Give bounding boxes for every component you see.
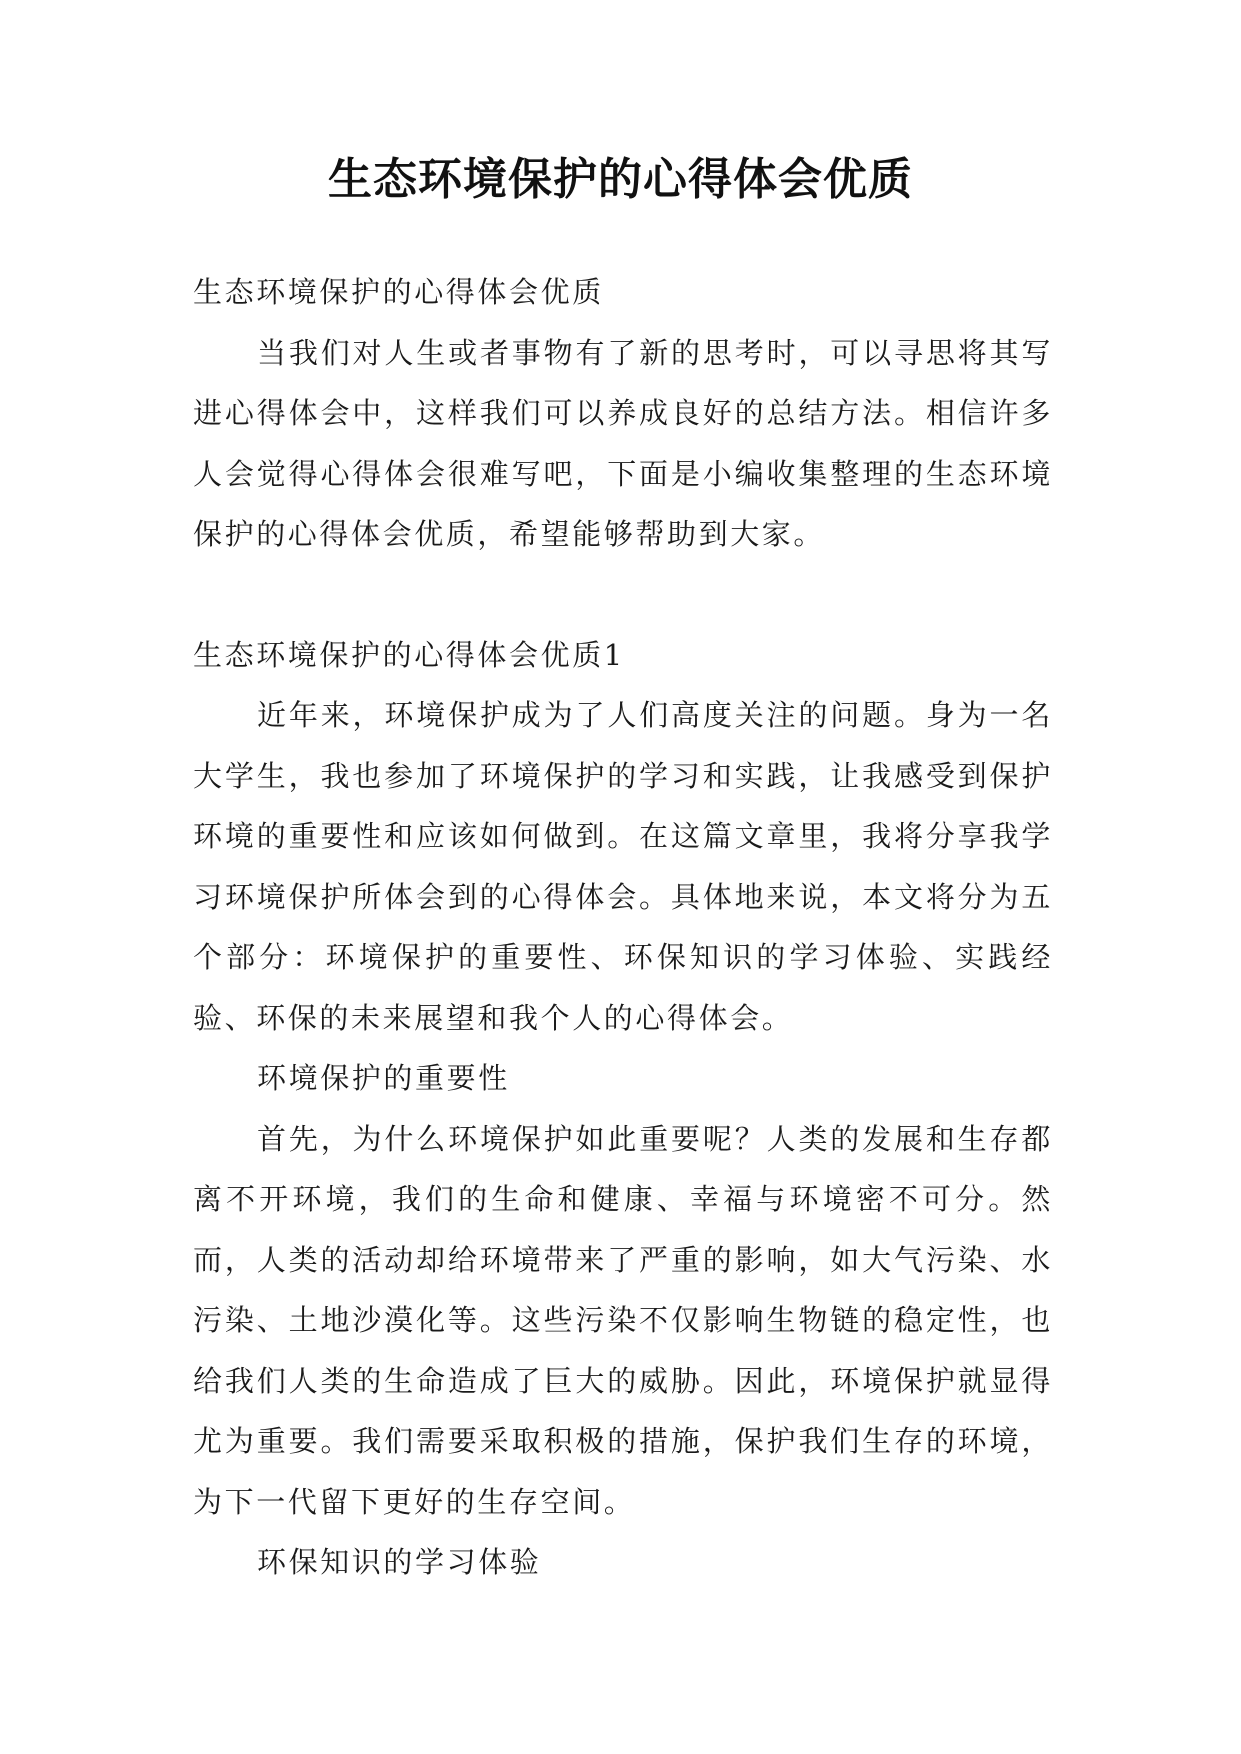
intro-heading: 生态环境保护的心得体会优质 (193, 275, 604, 309)
section-paragraph: 近年来，环境保护成为了人们高度关注的问题。身为一名大学生，我也参加了环境保护的学习和实践，让我感受到保护环境的重要性和应该如何做到。在这篇文章里，我将分享我学习环境保护所体会到的心得体会。具体地来说，本文将分为五个部分：环境保护的重要性、环保知识的学习体验、实践经验、环保的未来展望和我个人的心得体会。 (193, 698, 1053, 1035)
document-title: 生态环境保护的心得体会优质 (328, 154, 913, 205)
section-heading: 生态环境保护的心得体会优质1 (193, 637, 625, 672)
document-body (193, 262, 1053, 1593)
subheading-importance: 环境保护的重要性 (257, 1061, 510, 1095)
importance-paragraph: 首先，为什么环境保护如此重要呢？人类的发展和生存都离不开环境，我们的生命和健康、幸福与环境密不可分。然而，人类的活动却给环境带来了严重的影响，如大气污染、水污染、土地沙漠化等。这些污染不仅影响生物链的稳定性，也给我们人类的生命造成了巨大的威胁。因此，环境保护就显得尤为重要。我们需要采取积极的措施，保护我们生存的环境，为下一代留下更好的生存空间。 (193, 1121, 1053, 1519)
intro-paragraph: 当我们对人生或者事物有了新的思考时，可以寻思将其写进心得体会中，这样我们可以养成良好的总结方法。相信许多人会觉得心得体会很难写吧，下面是小编收集整理的生态环境保护的心得体会优质，希望能够帮助到大家。 (193, 335, 1053, 551)
subheading-learning: 环保知识的学习体验 (257, 1545, 542, 1579)
